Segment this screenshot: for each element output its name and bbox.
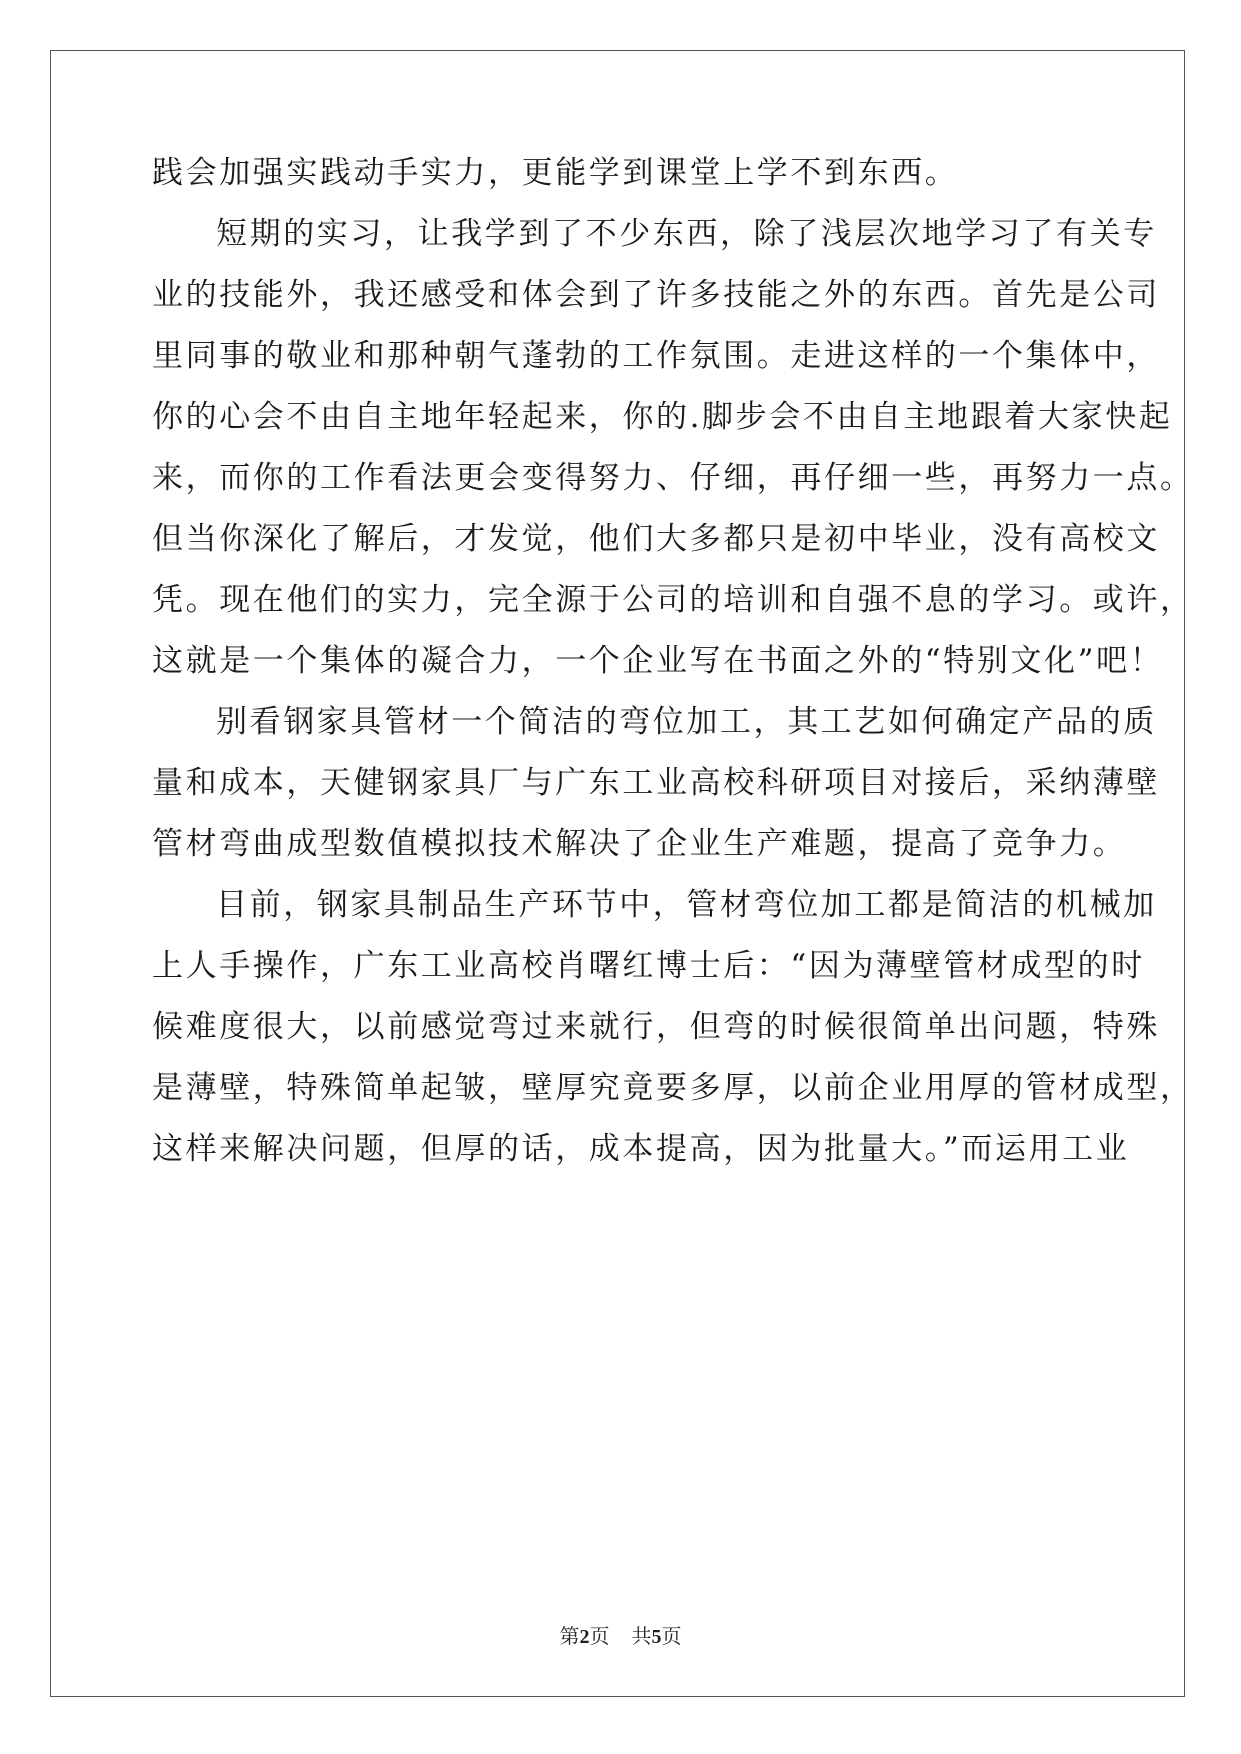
text-line: 候难度很大，以前感觉弯过来就行，但弯的时候很简单出问题，特殊 xyxy=(152,1009,1160,1045)
text-line: 别看钢家具管材一个简洁的弯位加工，其工艺如何确定产品的质 xyxy=(216,704,1157,740)
text-line: 践会加强实践动手实力，更能学到课堂上学不到东西。 xyxy=(152,155,959,191)
text-line: 你的心会不由自主地年轻起来，你的.脚步会不由自主地跟着大家快起 xyxy=(152,399,1173,435)
text-line: 量和成本，天健钢家具厂与广东工业高校科研项目对接后，采纳薄壁 xyxy=(152,765,1160,801)
text-line: 这就是一个集体的凝合力，一个企业写在书面之外的“特别文化”吧！ xyxy=(152,643,1164,679)
text-line: 上人手操作，广东工业高校肖曙红博士后：“因为薄壁管材成型的时 xyxy=(152,948,1145,984)
text-line: 里同事的敬业和那种朝气蓬勃的工作氛围。走进这样的一个集体中， xyxy=(152,338,1160,374)
text-line: 但当你深化了解后，才发觉，他们大多都只是初中毕业，没有高校文 xyxy=(152,521,1160,557)
total-prefix: 共 xyxy=(631,1624,652,1648)
text-line: 目前，钢家具制品生产环节中，管材弯位加工都是简洁的机械加 xyxy=(216,887,1157,923)
page-prefix: 第 xyxy=(559,1624,580,1648)
text-line: 业的技能外，我还感受和体会到了许多技能之外的东西。首先是公司 xyxy=(152,277,1160,313)
text-line: 来，而你的工作看法更会变得努力、仔细，再仔细一些，再努力一点。 xyxy=(152,460,1194,496)
page-footer xyxy=(0,1620,1241,1649)
text-line: 管材弯曲成型数值模拟技术解决了企业生产难题，提高了竞争力。 xyxy=(152,826,1127,862)
total-pages: 5 xyxy=(651,1626,662,1648)
total-suffix: 页 xyxy=(661,1624,682,1648)
text-line: 这样来解决问题，但厚的话，成本提高，因为批量大。”而运用工业 xyxy=(152,1131,1130,1167)
page-number: 2 xyxy=(579,1626,590,1648)
text-line: 是薄壁，特殊简单起皱，壁厚究竟要多厚，以前企业用厚的管材成型， xyxy=(152,1070,1194,1106)
text-line: 凭。现在他们的实力，完全源于公司的培训和自强不息的学习。或许， xyxy=(152,582,1194,618)
text-line: 短期的实习，让我学到了不少东西，除了浅层次地学习了有关专 xyxy=(216,216,1157,252)
page-suffix: 页 xyxy=(589,1624,610,1648)
document-body xyxy=(152,155,1194,1194)
